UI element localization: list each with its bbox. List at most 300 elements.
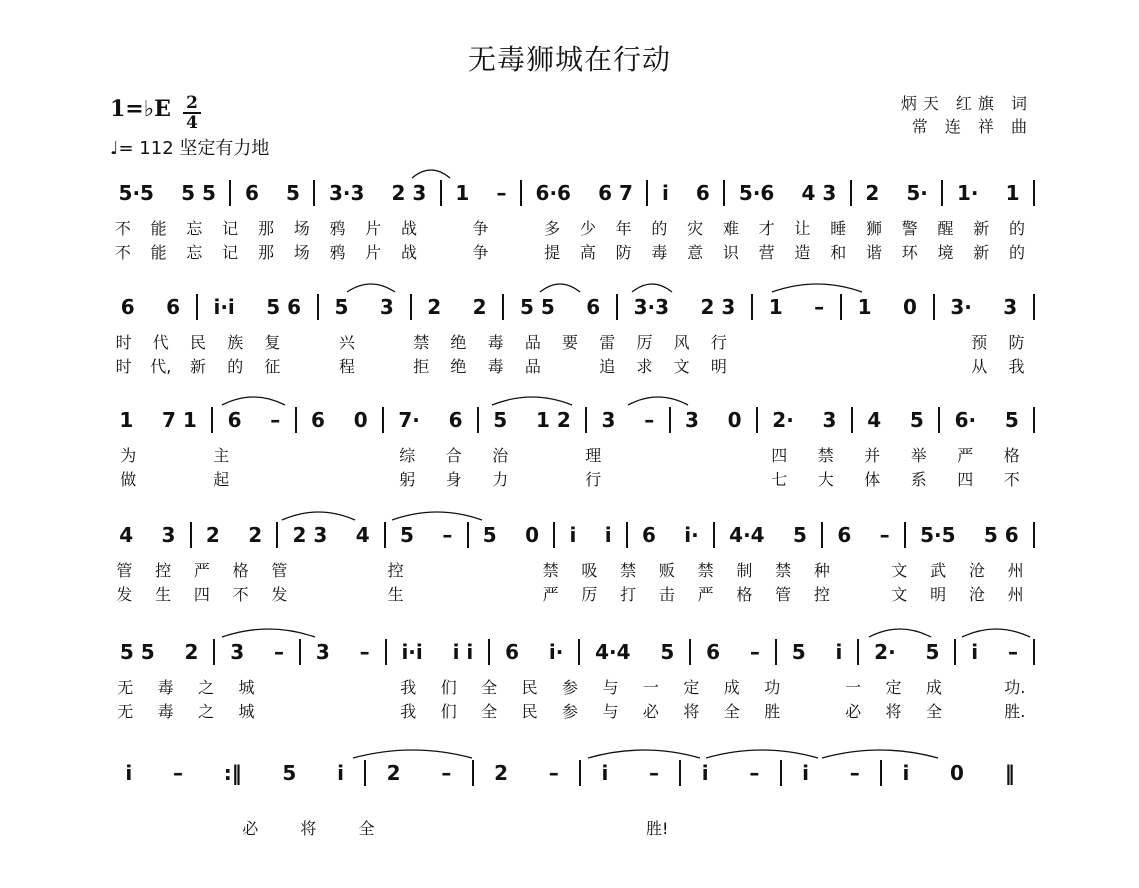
lyric-syllable: 四: [957, 470, 974, 489]
note-group: 2 3: [391, 181, 427, 205]
lyric-syllable: 要: [562, 333, 579, 352]
lyric-syllable: [686, 816, 744, 840]
lyric-syllable: [617, 443, 664, 467]
key-signature: 1=♭E: [110, 96, 171, 122]
lyric-syllable: 族: [227, 333, 244, 352]
note-group: 5: [793, 523, 807, 547]
note-group: 6: [837, 523, 852, 547]
note-group: 6: [244, 181, 259, 205]
slur-arc: [353, 750, 472, 758]
lyric-syllable: [299, 582, 338, 606]
note-group: 2: [184, 640, 199, 664]
lyric-syllable: 为: [120, 446, 137, 465]
note-group: 2 3: [292, 523, 328, 547]
lyric-syllable: 明: [930, 585, 947, 604]
note-group: i·: [684, 523, 699, 547]
lyric-syllable: 城: [238, 678, 255, 697]
lyric-syllable: 生: [387, 585, 404, 604]
lyric-syllable: [512, 816, 570, 840]
lyric-syllable: [498, 240, 534, 264]
slur-arc: [282, 512, 355, 520]
note-group: –: [849, 761, 860, 785]
note-group: 5·5: [118, 181, 154, 205]
slur-arc: [492, 397, 572, 405]
lyric-syllable: 系: [910, 470, 927, 489]
note-group: i: [125, 761, 133, 785]
lyric-syllable: 生: [155, 585, 172, 604]
lyric-syllable: [267, 675, 307, 699]
note-group: 1: [768, 295, 783, 319]
note-group: 3: [601, 408, 616, 432]
note-group: –: [1007, 640, 1018, 664]
tempo-marking: ♩= 112 坚定有力地: [110, 138, 270, 159]
lyric-syllable: 力: [492, 470, 509, 489]
lyric-syllable: 举: [910, 446, 927, 465]
lyric-syllable: 环: [901, 243, 918, 262]
note-group: 3·: [950, 295, 972, 319]
lyric-syllable: 将: [885, 702, 902, 721]
note-group: 4·4: [595, 640, 631, 664]
lyric-syllable: 新: [190, 357, 207, 376]
lyric-syllable: 品: [524, 333, 541, 352]
lyric-syllable: [267, 699, 307, 723]
lyric-syllable: [524, 467, 571, 491]
slur-arc: [628, 397, 688, 405]
lyric-syllable: 必: [242, 819, 259, 838]
note-group: i: [902, 761, 910, 785]
lyric-syllable: 拒: [413, 357, 430, 376]
lyric-syllable: 能: [150, 219, 167, 238]
lyric-syllable: 与: [602, 678, 619, 697]
note-group: –: [814, 295, 825, 319]
lyric-syllable: [570, 816, 628, 840]
lyric-syllable: 营: [758, 243, 775, 262]
lyric-syllable: 禁: [817, 446, 834, 465]
lyric-syllable: [245, 467, 292, 491]
lyric-syllable: [923, 354, 960, 378]
lyric-syllable: 七: [771, 470, 788, 489]
note-group: 5 6: [983, 523, 1019, 547]
note-group: 5 6: [266, 295, 302, 319]
slur-arc: [962, 629, 1030, 637]
lyric-syllable: [886, 354, 923, 378]
lyric-syllable: [886, 330, 923, 354]
lyric-syllable: 境: [937, 243, 954, 262]
lyric-syllable: 们: [440, 678, 457, 697]
lyric-syllable: 新: [973, 243, 990, 262]
note-group: 5: [791, 640, 806, 664]
lyric-syllable: [841, 582, 880, 606]
slur-arc: [822, 750, 938, 758]
lyric-syllable: 年: [615, 219, 632, 238]
note-group: 3·3: [329, 181, 365, 205]
lyric-syllable: 谐: [865, 243, 882, 262]
note-row: [105, 758, 1035, 798]
lyric-syllable: [338, 582, 377, 606]
lyric-syllable: [812, 354, 849, 378]
note-group: 3·3: [633, 295, 670, 319]
note-group: 6: [695, 181, 710, 205]
lyric-syllable: 禁: [620, 561, 637, 580]
lyric-syllable: 贩: [658, 561, 675, 580]
lyric-syllable: 定: [885, 678, 902, 697]
lyric-syllable: 难: [722, 219, 739, 238]
note-group: 6: [706, 640, 721, 664]
note-group: 5: [1004, 408, 1019, 432]
lyric-syllable: 种: [813, 561, 830, 580]
lyric-syllable: 毒: [487, 333, 504, 352]
lyric-syllable: 们: [440, 702, 457, 721]
slur-arc: [347, 284, 395, 292]
lyric-syllable: [803, 816, 861, 840]
lyric-syllable: 城: [238, 702, 255, 721]
lyric-syllable: 鸦: [329, 243, 346, 262]
note-group: 6·6: [535, 181, 571, 205]
lyric-syllable: [415, 582, 454, 606]
lyric-syllable: [663, 467, 710, 491]
lyric-syllable: 警: [901, 219, 918, 238]
lyric-syllable: 参: [562, 678, 579, 697]
lyric-syllable: [427, 216, 463, 240]
note-group: 6: [311, 408, 325, 432]
lyric-syllable: 毒: [651, 243, 668, 262]
note-group: 3: [684, 408, 699, 432]
lyric-syllable: 时: [115, 357, 132, 376]
lyric-syllable: 代: [152, 333, 169, 352]
note-group: i: [971, 640, 979, 664]
lyric-syllable: 治: [492, 446, 509, 465]
lyric-syllable: 能: [150, 243, 167, 262]
note-group: 3: [230, 640, 245, 664]
lyric-syllable: [365, 330, 402, 354]
note-group: 5 5: [119, 640, 155, 664]
slur-arc: [588, 750, 700, 758]
lyric-line-2: [105, 467, 1035, 491]
lyric-syllable: 武: [930, 561, 947, 580]
lyric-syllable: [152, 443, 199, 467]
note-group: 5: [660, 640, 675, 664]
lyric-syllable: 与: [602, 702, 619, 721]
lyric-syllable: 综: [399, 446, 416, 465]
lyric-syllable: 禁: [775, 561, 792, 580]
lyric-syllable: 四: [193, 585, 210, 604]
note-group: i: [604, 523, 612, 547]
lyric-syllable: [307, 699, 347, 723]
lyric-syllable: [954, 699, 994, 723]
note-group: 6: [120, 295, 135, 319]
note-group: i: [569, 523, 577, 547]
lyric-syllable: 合: [445, 446, 462, 465]
lyric-syllable: 风: [673, 333, 690, 352]
lyric-syllable: [291, 330, 328, 354]
note-group: 5·: [906, 181, 928, 205]
slur-arc: [222, 629, 315, 637]
lyric-syllable: [551, 354, 588, 378]
lyric-syllable: [291, 467, 338, 491]
slur-arc: [412, 170, 450, 178]
lyric-syllable: 发: [116, 585, 133, 604]
note-group: 4·4: [729, 523, 765, 547]
lyric-syllable: 片: [365, 243, 382, 262]
lyric-syllable: [849, 330, 886, 354]
lyric-syllable: 场: [293, 219, 310, 238]
note-group: 3: [1003, 295, 1018, 319]
lyric-syllable: 防: [615, 243, 632, 262]
note-row: [105, 292, 1035, 332]
lyric-syllable: 那: [257, 219, 274, 238]
lyric-syllable: 控: [387, 561, 404, 580]
lyric-syllable: 全: [925, 702, 942, 721]
slur-arc: [540, 284, 580, 292]
lyric-syllable: [498, 216, 534, 240]
note-group: 5 5: [181, 181, 216, 205]
note-group: 6: [505, 640, 520, 664]
slur-arc: [869, 629, 931, 637]
lyric-syllable: 的: [227, 357, 244, 376]
lyric-syllable: [841, 558, 880, 582]
lyric-syllable: [737, 354, 774, 378]
lyric-syllable: 和: [830, 243, 847, 262]
note-group: 5·6: [738, 181, 775, 205]
note-group: 3: [315, 640, 330, 664]
lyric-syllable: 全: [358, 819, 375, 838]
note-group: 0: [902, 295, 917, 319]
lyric-syllable: [338, 558, 377, 582]
lyric-syllable: 厉: [636, 333, 653, 352]
note-group: 2·: [874, 640, 896, 664]
slur-layer: [0, 391, 1139, 411]
lyric-syllable: 那: [257, 243, 274, 262]
lyric-syllable: [493, 558, 532, 582]
lyric-syllable: 行: [710, 333, 727, 352]
lyric-syllable: 明: [710, 357, 727, 376]
lyric-syllable: 控: [813, 585, 830, 604]
lyric-syllable: 禁: [697, 561, 714, 580]
lyric-syllable: 躬: [399, 470, 416, 489]
note-group: i: [661, 181, 669, 205]
lyric-syllable: [744, 816, 802, 840]
note-group: 1: [857, 295, 872, 319]
lyric-syllable: 的: [1009, 243, 1026, 262]
note-group: 0: [353, 408, 368, 432]
lyric-syllable: 全: [723, 702, 740, 721]
lyric-syllable: 识: [722, 243, 739, 262]
lyric-syllable: 格: [232, 561, 249, 580]
note-group: 5: [925, 640, 940, 664]
lyric-syllable: 绝: [450, 333, 467, 352]
lyric-syllable: 绝: [450, 357, 467, 376]
lyric-syllable: 战: [401, 243, 418, 262]
lyric-syllable: 之: [198, 702, 215, 721]
note-group: i·: [548, 640, 564, 664]
note-group: 1·: [956, 181, 979, 205]
lyric-syllable: 我: [400, 678, 417, 697]
note-group: –: [749, 640, 760, 664]
lyric-syllable: 严: [957, 446, 974, 465]
note-group: –: [548, 761, 559, 785]
note-group: 2: [865, 181, 880, 205]
lyric-syllable: 大: [817, 470, 834, 489]
lyric-syllable: 发: [271, 585, 288, 604]
lyric-syllable: [663, 443, 710, 467]
lyric-syllable: 不: [232, 585, 249, 604]
slur-layer: [0, 278, 1139, 298]
lyric-syllable: 成: [723, 678, 740, 697]
lyric-syllable: 格: [736, 585, 753, 604]
lyric-syllable: 毒: [157, 702, 174, 721]
note-group: –: [442, 523, 453, 547]
lyric-syllable: 不: [114, 219, 131, 238]
note-row: [105, 520, 1035, 560]
lyric-syllable: 严: [193, 561, 210, 580]
note-group: 1 2: [535, 408, 571, 432]
lyric-line-1: [105, 558, 1035, 582]
lyric-syllable: [396, 816, 454, 840]
note-group: 4: [119, 523, 134, 547]
lyric-syllable: 定: [683, 678, 700, 697]
note-group: i·i: [401, 640, 423, 664]
note-group: ‖: [1004, 761, 1015, 785]
lyric-line-1: [105, 216, 1035, 240]
lyric-syllable: 行: [585, 470, 602, 489]
note-group: 0: [727, 408, 742, 432]
lyric-syllable: [792, 675, 832, 699]
lyric-syllable: 求: [636, 357, 653, 376]
lyric-syllable: 起: [213, 470, 230, 489]
slur-layer: [0, 744, 1139, 764]
lyric-syllable: [849, 354, 886, 378]
note-group: 6: [166, 295, 181, 319]
note-group: 6: [641, 523, 656, 547]
lyric-syllable: 必: [845, 702, 862, 721]
lyric-syllable: 管: [775, 585, 792, 604]
lyric-syllable: 无: [117, 678, 134, 697]
note-row: [105, 405, 1035, 445]
lyric-syllable: 争: [472, 243, 489, 262]
lyricist-credit: 炳天 红旗 词: [900, 94, 1033, 113]
note-group: 7 1: [162, 408, 197, 432]
lyric-syllable: 文: [891, 561, 908, 580]
lyric-syllable: [245, 443, 292, 467]
lyric-syllable: 打: [620, 585, 637, 604]
lyric-syllable: 场: [293, 243, 310, 262]
lyric-syllable: 将: [300, 819, 317, 838]
lyric-syllable: 品: [524, 357, 541, 376]
meter-top: 2: [186, 93, 198, 113]
lyric-syllable: 将: [683, 702, 700, 721]
lyric-syllable: [919, 816, 977, 840]
lyric-syllable: 睡: [830, 219, 847, 238]
lyric-syllable: 制: [736, 561, 753, 580]
meter-bottom: 4: [186, 113, 198, 133]
lyric-syllable: 胜.: [1004, 702, 1026, 721]
note-group: 0: [525, 523, 540, 547]
note-group: 2: [427, 295, 442, 319]
slur-arc: [772, 284, 862, 292]
lyric-syllable: [792, 699, 832, 723]
note-group: 6: [586, 295, 601, 319]
lyric-syllable: [812, 330, 849, 354]
lyric-syllable: 灾: [687, 219, 704, 238]
lyric-syllable: 片: [365, 219, 382, 238]
note-group: 5: [334, 295, 349, 319]
lyric-syllable: 战: [401, 219, 418, 238]
lyric-syllable: 全: [481, 678, 498, 697]
lyric-syllable: 民: [521, 678, 538, 697]
lyric-syllable: [775, 330, 812, 354]
lyric-syllable: [454, 816, 512, 840]
lyric-syllable: [977, 816, 1035, 840]
lyric-syllable: 让: [794, 219, 811, 238]
note-group: –: [879, 523, 890, 547]
note-group: –: [644, 408, 655, 432]
lyric-syllable: 必: [642, 702, 659, 721]
lyric-syllable: 成: [925, 678, 942, 697]
lyric-syllable: 严: [697, 585, 714, 604]
lyric-syllable: 之: [198, 678, 215, 697]
lyric-syllable: 复: [264, 333, 281, 352]
note-group: –: [749, 761, 760, 785]
lyric-syllable: [163, 816, 221, 840]
lyric-syllable: [299, 558, 338, 582]
lyric-syllable: [307, 675, 347, 699]
note-group: 5·5: [920, 523, 956, 547]
note-group: 5: [400, 523, 414, 547]
lyric-syllable: [454, 582, 493, 606]
note-group: i: [835, 640, 843, 664]
lyric-syllable: [152, 467, 199, 491]
lyric-syllable: 参: [562, 702, 579, 721]
lyric-syllable: 狮: [865, 219, 882, 238]
credits: [901, 92, 1033, 138]
lyric-syllable: 不: [114, 243, 131, 262]
note-group: –: [441, 761, 452, 785]
lyric-syllable: 记: [222, 243, 239, 262]
note-group: 2 3: [700, 295, 736, 319]
lyric-syllable: [524, 443, 571, 467]
lyric-syllable: 防: [1008, 333, 1025, 352]
lyric-syllable: [775, 354, 812, 378]
note-group: i: [337, 761, 344, 785]
lyric-syllable: [954, 675, 994, 699]
note-group: 4 3: [801, 181, 837, 205]
note-group: 5: [909, 408, 924, 432]
lyric-syllable: 胜!: [645, 819, 669, 838]
lyric-syllable: 管: [116, 561, 133, 580]
note-group: 4: [867, 408, 882, 432]
lyric-syllable: 忘: [186, 243, 203, 262]
lyric-syllable: 预: [971, 333, 988, 352]
note-group: 2: [248, 523, 263, 547]
slur-layer: [0, 623, 1139, 643]
lyric-syllable: [348, 699, 388, 723]
note-group: –: [274, 640, 285, 664]
note-group: –: [496, 181, 507, 205]
lyric-syllable: 厉: [581, 585, 598, 604]
lyric-syllable: 身: [445, 470, 462, 489]
lyric-syllable: 管: [271, 561, 288, 580]
lyric-syllable: 吸: [581, 561, 598, 580]
lyric-syllable: [365, 354, 402, 378]
note-group: 1: [1005, 181, 1020, 205]
lyric-syllable: 胜: [764, 702, 781, 721]
lyric-syllable: 记: [222, 219, 239, 238]
note-group: i i: [452, 640, 474, 664]
lyric-syllable: [454, 558, 493, 582]
lyric-syllable: 才: [758, 219, 775, 238]
lyric-syllable: 征: [264, 357, 281, 376]
lyric-syllable: 一: [642, 678, 659, 697]
